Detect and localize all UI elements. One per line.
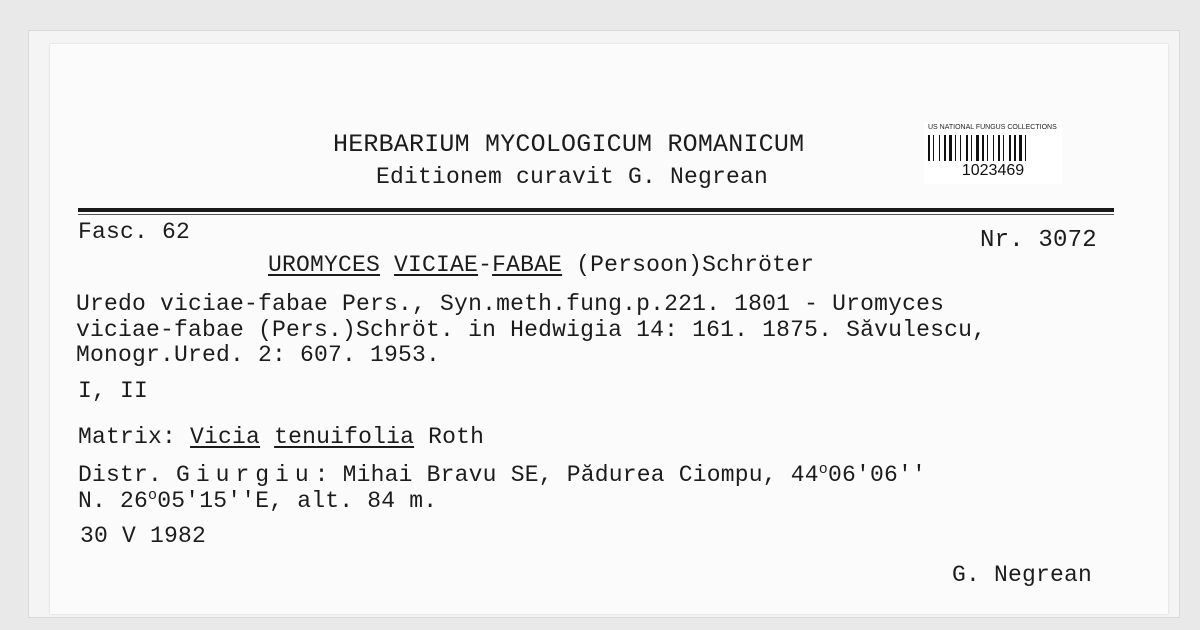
barcode-bar	[993, 135, 994, 161]
barcode-bars	[928, 135, 1056, 161]
barcode-sticker	[924, 122, 1062, 184]
barcode-bar	[998, 135, 1000, 161]
herbarium-label	[50, 44, 1168, 614]
distribution-prefix: Distr.	[78, 462, 163, 488]
collection-date: 30 V 1982	[80, 523, 207, 549]
matrix-label: Matrix:	[78, 424, 177, 450]
distribution-district: Giurgiu	[176, 462, 315, 488]
barcode-bar	[982, 135, 984, 161]
barcode-bar	[1014, 135, 1016, 161]
collector-name: G. Negrean	[952, 562, 1093, 588]
epithet-separator: -	[478, 252, 493, 278]
spore-stages: I, II	[78, 378, 149, 404]
barcode-number: 1023469	[961, 162, 1025, 179]
species-name	[268, 252, 814, 278]
distribution-line-1	[78, 462, 926, 488]
synonymy-line-2: viciae-fabae (Pers.)Schröt. in Hedwigia 14: 161. 1875. Săvulescu,	[76, 317, 987, 343]
longitude-degree: o	[148, 487, 158, 504]
barcode-bar	[966, 135, 968, 161]
barcode-bar	[955, 135, 956, 161]
barcode-bar	[928, 135, 930, 161]
barcode-bar	[944, 135, 946, 161]
synonymy-line-3: Monogr.Ured. 2: 607. 1953.	[76, 342, 441, 368]
distribution-line-2	[78, 488, 437, 514]
fascicle-number: Fasc. 62	[78, 219, 191, 245]
specimen-number: Nr. 3072	[980, 227, 1097, 254]
header-rule-thin	[78, 214, 1114, 215]
barcode-bar	[1009, 135, 1011, 161]
longitude-prefix: N. 26	[78, 488, 149, 514]
latitude-degree: o	[818, 461, 828, 478]
matrix-line	[78, 424, 484, 450]
header-rule-thick	[78, 208, 1114, 212]
species-authority: (Persoon)Schröter	[576, 252, 815, 278]
label-title: HERBARIUM MYCOLOGICUM ROMANICUM	[333, 130, 805, 159]
label-subtitle: Editionem curavit G. Negrean	[376, 164, 769, 190]
longitude-minutes-altitude: 05'15''E, alt. 84 m.	[157, 488, 438, 514]
genus-name: UROMYCES	[268, 252, 381, 278]
barcode-bar	[949, 135, 952, 161]
barcode-bar	[939, 135, 940, 161]
barcode-bar	[933, 135, 934, 161]
distribution-locality: : Mihai Bravu SE, Pădurea Ciompu, 44	[314, 462, 819, 488]
barcode-bar	[1025, 135, 1026, 161]
barcode-bar	[1003, 135, 1004, 161]
host-genus: Vicia	[190, 424, 261, 450]
barcode-collection-name: US NATIONAL FUNGUS COLLECTIONS	[928, 124, 1057, 131]
barcode-bar	[1019, 135, 1022, 161]
epithet-part-1: VICIAE	[394, 252, 479, 278]
host-authority: Roth	[428, 424, 485, 450]
barcode-bar	[987, 135, 988, 161]
synonymy-line-1: Uredo viciae-fabae Pers., Syn.meth.fung.p.221. 1801 - Uromyces	[76, 291, 945, 317]
barcode-bar	[971, 135, 972, 161]
epithet-part-2: FABAE	[492, 252, 563, 278]
host-epithet: tenuifolia	[274, 424, 415, 450]
barcode-bar	[960, 135, 961, 161]
barcode-bar	[976, 135, 979, 161]
latitude-minutes: 06'06''	[827, 462, 926, 488]
